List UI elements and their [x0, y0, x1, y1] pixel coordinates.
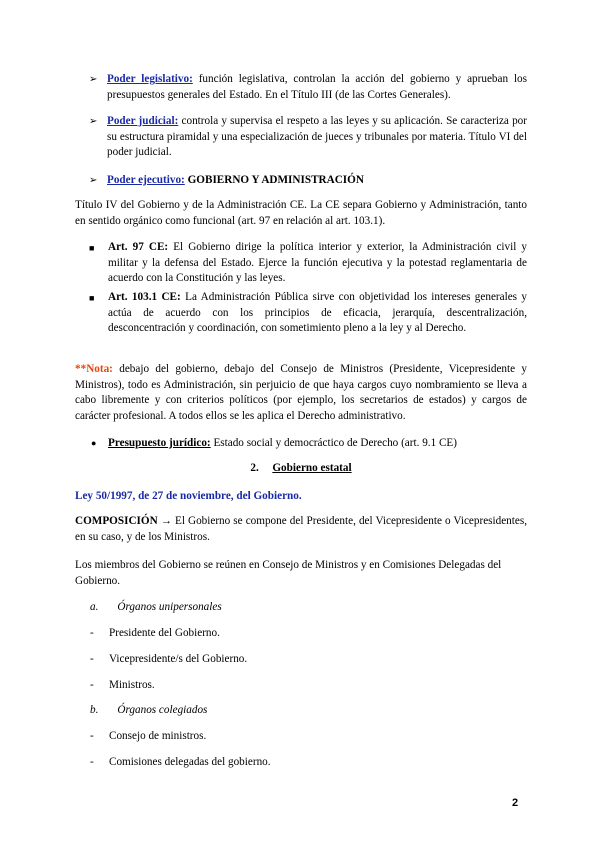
- list-item-poder-judicial: [89, 114, 527, 161]
- text-presupuesto: Estado social y democráctico de Derecho (art. 9.1 CE): [210, 437, 457, 449]
- list-item: [90, 729, 206, 745]
- term-poder-legislativo[interactable]: Poder legislativo:: [107, 73, 193, 85]
- square-bullet-icon: ■: [89, 243, 95, 253]
- list-item-art-103: [89, 290, 527, 337]
- members-paragraph: Los miembros del Gobierno se reúnen en Consejo de Ministros y en Comisiones Delegadas del Gobierno.: [75, 559, 502, 587]
- section-heading: [75, 461, 527, 477]
- list-item-presupuesto: [91, 436, 527, 452]
- list-item: [90, 626, 220, 642]
- arrow-bullet-icon: ➢: [89, 116, 98, 127]
- text-poder-ejecutivo: GOBIERNO Y ADMINISTRACIÓN: [184, 174, 364, 186]
- organ-ministros: Ministros.: [109, 679, 155, 691]
- organ-consejo: Consejo de ministros.: [109, 730, 207, 742]
- page-number: 2: [512, 797, 519, 809]
- note-label: **Nota:: [75, 363, 113, 375]
- term-poder-judicial[interactable]: Poder judicial:: [107, 115, 179, 127]
- intro-paragraph: Título IV del Gobierno y de la Administración CE. La CE separa Gobierno y Administración, tanto en sentido orgánico como funcional (art. 97 en relación al art. 103.1).: [75, 199, 527, 227]
- composicion-label: COMPOSICIÓN →: [75, 515, 172, 527]
- arrow-bullet-icon: ➢: [89, 74, 98, 85]
- list-item-poder-ejecutivo: [89, 173, 527, 189]
- law-title: Ley 50/1997, de 27 de noviembre, del Gobierno.: [75, 490, 302, 502]
- dash-bullet: -: [90, 653, 94, 665]
- composicion-text: El Gobierno se compone del Presidente, del Vicepresidente o Vicepresidentes, en su caso, y de los Ministros.: [75, 515, 527, 543]
- term-poder-ejecutivo[interactable]: Poder ejecutivo:: [107, 174, 185, 186]
- list-item: [90, 678, 155, 694]
- label-presupuesto: Presupuesto jurídico:: [108, 437, 211, 449]
- organs-a-title: Órganos unipersonales: [117, 601, 222, 613]
- organ-comisiones: Comisiones delegadas del gobierno.: [109, 756, 271, 768]
- list-item: [90, 652, 247, 668]
- text-poder-judicial: controla y supervisa el respeto a las leyes y su aplicación. Se caracteriza por su estructura piramidal y una especialización de jueces y tribunales por materia. Título VI del poder judicial.: [107, 115, 527, 158]
- dot-bullet-icon: ●: [91, 438, 97, 448]
- dash-bullet: -: [90, 730, 94, 742]
- list-item: [90, 755, 271, 771]
- label-art-103: Art. 103.1 CE:: [108, 291, 181, 303]
- text-art-97: El Gobierno dirige la política interior y exterior, la Administración civil y militar y la defensa del Estado. Ejerce la función ejecutiva y la potestad reglamentaria de acuerdo con la Constitución y las leyes.: [108, 241, 527, 284]
- organs-b-marker: b.: [90, 704, 99, 716]
- note-paragraph: [75, 362, 527, 424]
- organs-b-heading: [90, 703, 207, 719]
- label-art-97: Art. 97 CE:: [108, 241, 169, 253]
- organs-a-heading: [90, 600, 222, 616]
- list-item-art-97: [89, 240, 527, 287]
- note-text: debajo del gobierno, debajo del Consejo de Ministros (Presidente, Vicepresidente y Ministros), todo es Administración, sin perjuicio de que haya cargos cuyo nombramiento se lleva a cabo libremente y con criterios políticos (por ejemplo, los secretarios de estados) y cargos de carácter profesional. A todos ellos se les aplica el Derecho administrativo.: [75, 363, 527, 422]
- arrow-bullet-icon: ➢: [89, 175, 98, 186]
- dash-bullet: -: [90, 756, 94, 768]
- text-art-103: La Administración Pública sirve con objetividad los intereses generales y actúa de acuerdo con los principios de eficacia, jerarquía, descentralización, desconcentración y coordinación, con sometimiento pleno a la ley y al Derecho.: [108, 291, 527, 334]
- organ-presidente: Presidente del Gobierno.: [109, 627, 220, 639]
- dash-bullet: -: [90, 627, 94, 639]
- section-number: 2.: [250, 462, 259, 474]
- organs-b-title: Órganos colegiados: [117, 704, 208, 716]
- list-item-poder-legislativo: [89, 72, 527, 103]
- dash-bullet: -: [90, 679, 94, 691]
- organs-a-marker: a.: [90, 601, 99, 613]
- square-bullet-icon: ■: [89, 293, 95, 303]
- text-poder-legislativo: función legislativa, controlan la acción del gobierno y aprueban los presupuestos generales del Estado. En el Título III (de las Cortes Generales).: [107, 73, 527, 101]
- organ-vicepresidente: Vicepresidente/s del Gobierno.: [109, 653, 248, 665]
- section-title: Gobierno estatal: [272, 462, 352, 474]
- composicion-paragraph: [75, 514, 527, 545]
